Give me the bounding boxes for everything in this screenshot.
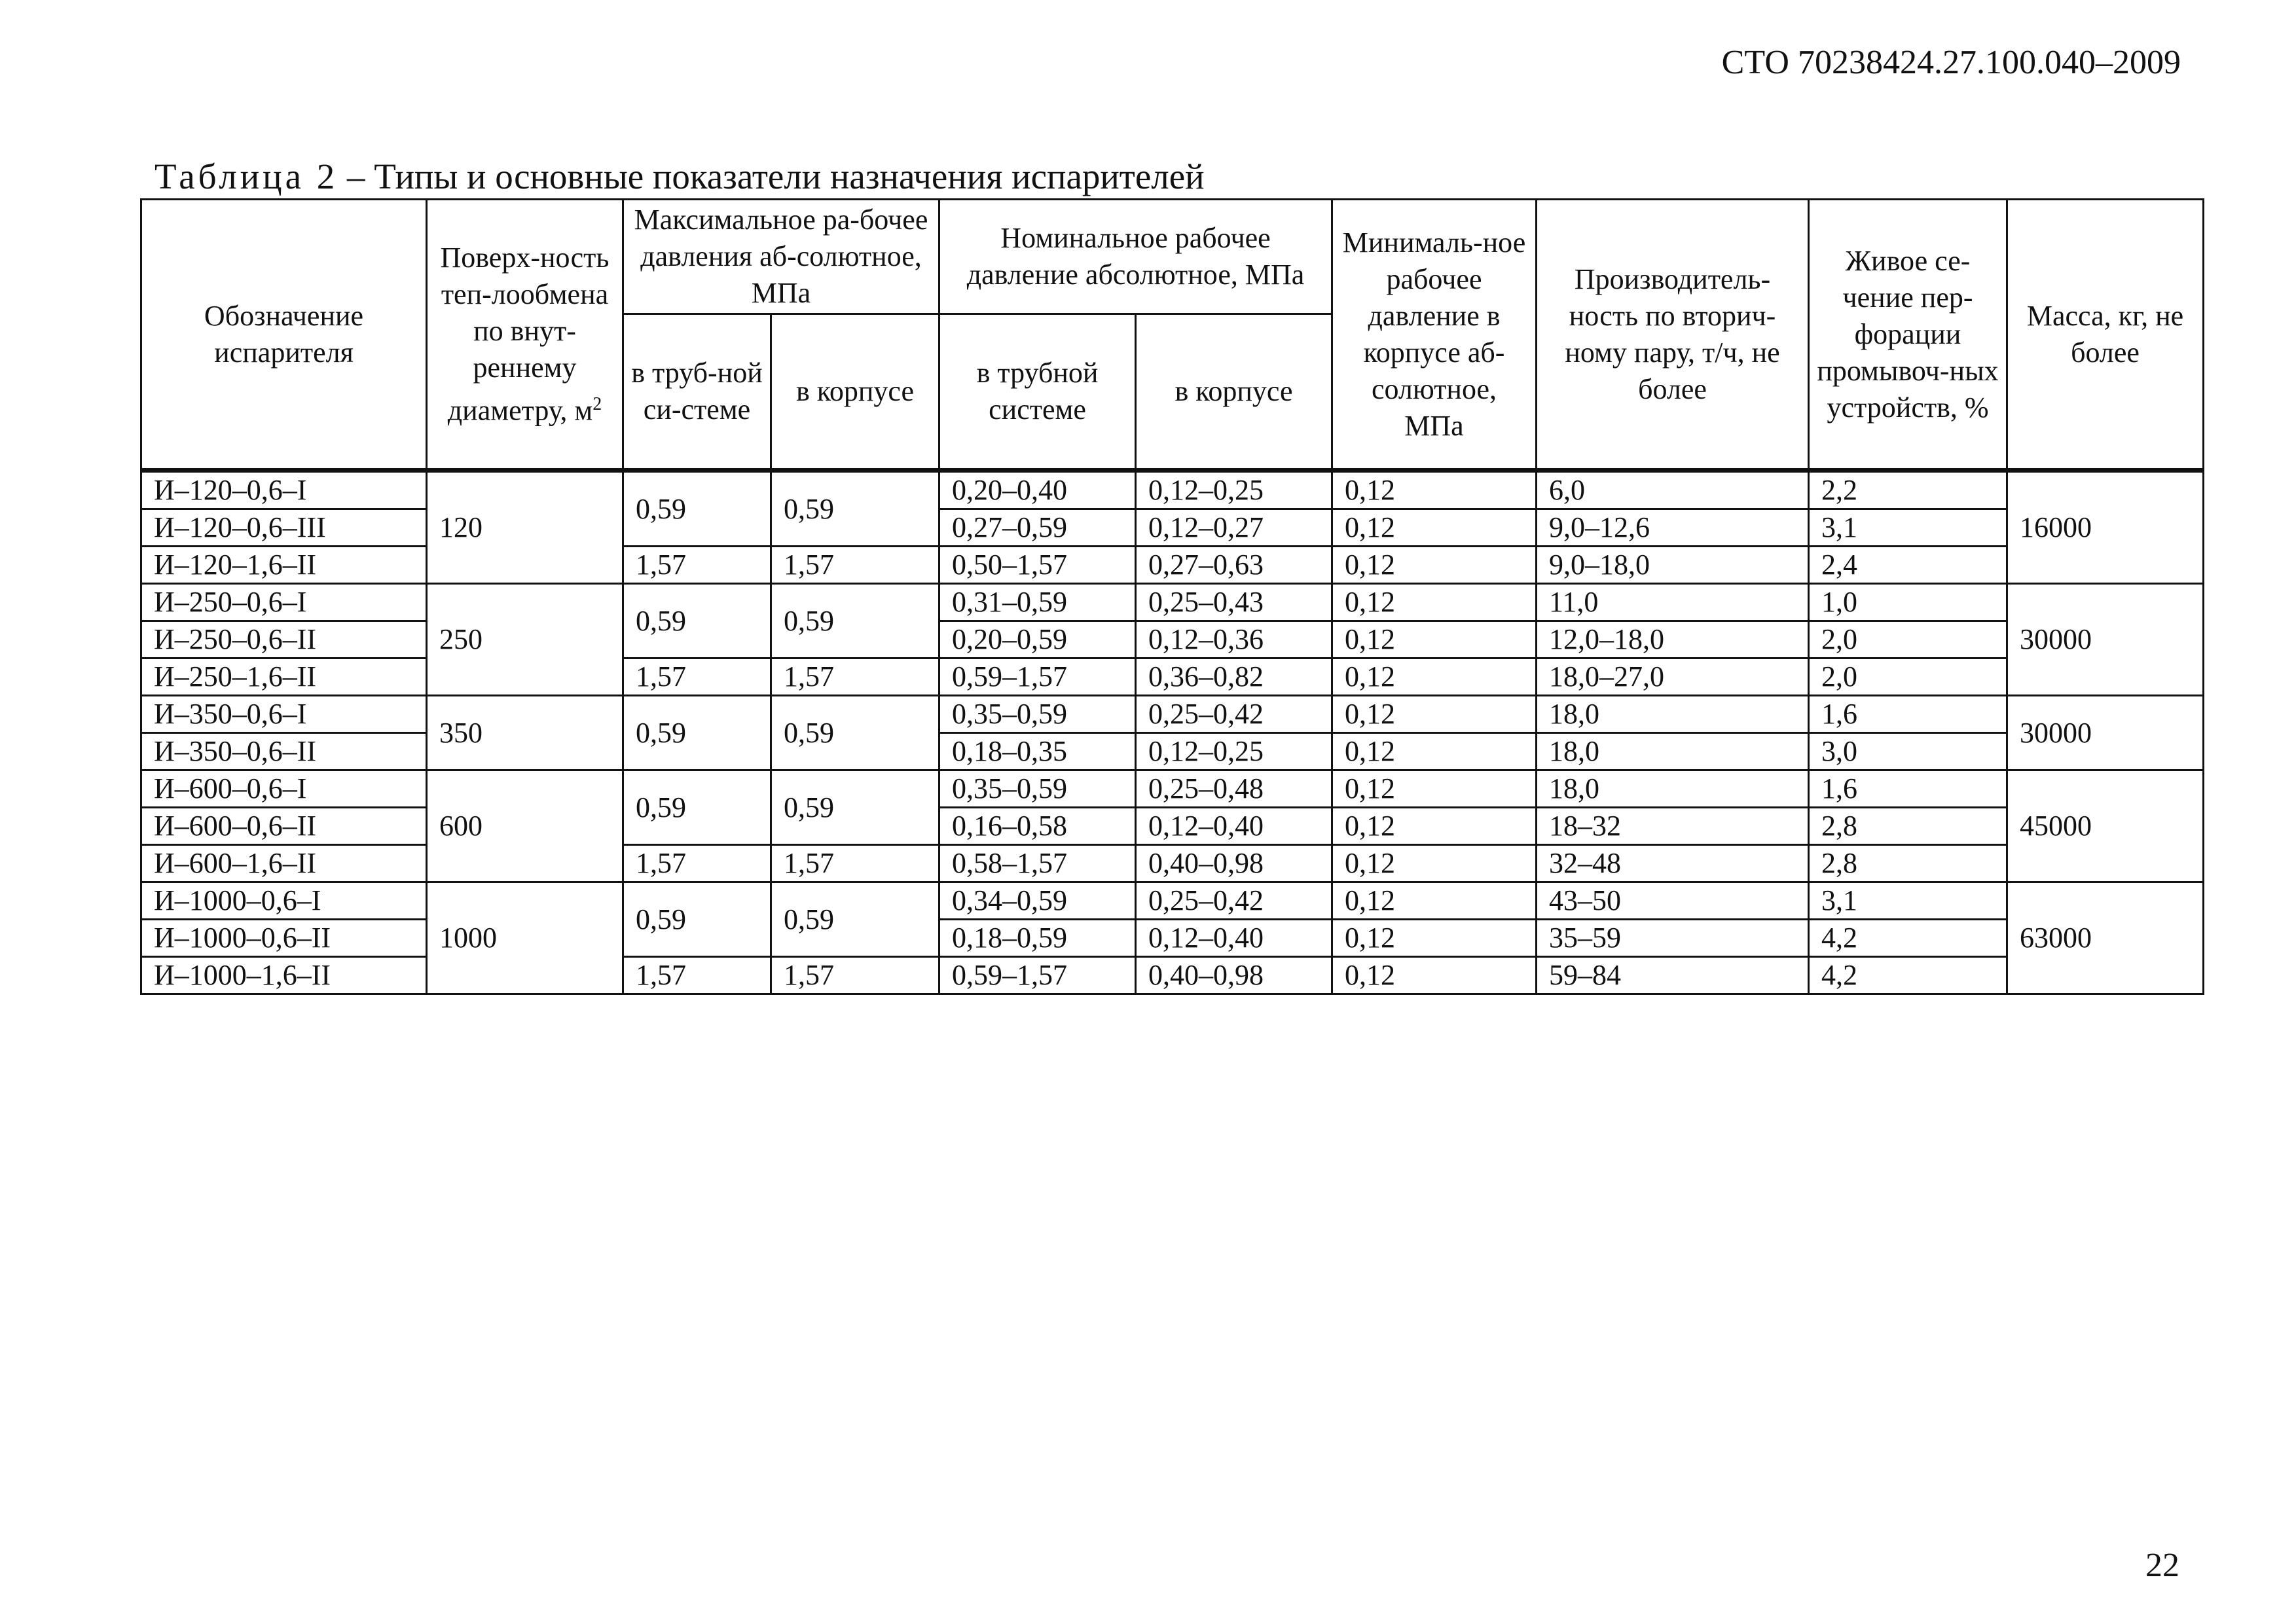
table-caption bbox=[155, 156, 1205, 197]
header-nominal-pressure: Номинальное рабочее давление абсолютное, МПа bbox=[939, 200, 1332, 314]
header-surface-sup: 2 bbox=[592, 393, 602, 414]
nominal-tube-cell: 0,58–1,57 bbox=[939, 845, 1136, 882]
perforation-cell: 2,8 bbox=[1809, 808, 2007, 845]
header-surface bbox=[427, 200, 623, 471]
mass-cell: 45000 bbox=[2007, 770, 2204, 882]
surface-cell: 250 bbox=[427, 584, 623, 696]
max-shell-cell: 0,59 bbox=[771, 471, 939, 547]
caption-dash: – bbox=[338, 156, 374, 196]
min-pressure-cell: 0,12 bbox=[1332, 920, 1537, 957]
designation-cell: И–250–1,6–II bbox=[141, 659, 427, 696]
perforation-cell: 2,0 bbox=[1809, 659, 2007, 696]
table-row bbox=[141, 696, 2204, 733]
header-max-tube: в труб-ной си-стеме bbox=[623, 314, 771, 471]
capacity-cell: 43–50 bbox=[1537, 882, 1809, 920]
header-max-pressure: Максимальное ра-бочее давления аб-солютное, МПа bbox=[623, 200, 939, 314]
min-pressure-cell: 0,12 bbox=[1332, 547, 1537, 584]
nominal-tube-cell: 0,35–0,59 bbox=[939, 696, 1136, 733]
nominal-tube-cell: 0,27–0,59 bbox=[939, 509, 1136, 547]
nominal-tube-cell: 0,20–0,40 bbox=[939, 471, 1136, 509]
capacity-cell: 18,0 bbox=[1537, 696, 1809, 733]
nominal-tube-cell: 0,59–1,57 bbox=[939, 957, 1136, 994]
min-pressure-cell: 0,12 bbox=[1332, 509, 1537, 547]
evaporator-table bbox=[140, 198, 2204, 995]
max-tube-cell: 0,59 bbox=[623, 696, 771, 770]
min-pressure-cell: 0,12 bbox=[1332, 696, 1537, 733]
min-pressure-cell: 0,12 bbox=[1332, 882, 1537, 920]
nominal-shell-cell: 0,25–0,43 bbox=[1136, 584, 1332, 621]
designation-cell: И–600–1,6–II bbox=[141, 845, 427, 882]
nominal-shell-cell: 0,12–0,36 bbox=[1136, 621, 1332, 659]
perforation-cell: 4,2 bbox=[1809, 920, 2007, 957]
capacity-cell: 12,0–18,0 bbox=[1537, 621, 1809, 659]
designation-cell: И–1000–0,6–II bbox=[141, 920, 427, 957]
max-shell-cell: 0,59 bbox=[771, 770, 939, 845]
capacity-cell: 59–84 bbox=[1537, 957, 1809, 994]
nominal-tube-cell: 0,50–1,57 bbox=[939, 547, 1136, 584]
capacity-cell: 18,0 bbox=[1537, 770, 1809, 808]
perforation-cell: 2,4 bbox=[1809, 547, 2007, 584]
mass-cell: 16000 bbox=[2007, 471, 2204, 584]
nominal-shell-cell: 0,12–0,25 bbox=[1136, 471, 1332, 509]
header-min-pressure: Минималь-ное рабочее давление в корпусе аб-солютное, МПа bbox=[1332, 200, 1537, 471]
nominal-tube-cell: 0,59–1,57 bbox=[939, 659, 1136, 696]
table-row bbox=[141, 770, 2204, 808]
min-pressure-cell: 0,12 bbox=[1332, 733, 1537, 770]
designation-cell: И–350–0,6–II bbox=[141, 733, 427, 770]
table-row bbox=[141, 471, 2204, 509]
mass-cell: 30000 bbox=[2007, 696, 2204, 770]
max-tube-cell: 0,59 bbox=[623, 584, 771, 659]
designation-cell: И–600–0,6–II bbox=[141, 808, 427, 845]
nominal-shell-cell: 0,25–0,48 bbox=[1136, 770, 1332, 808]
designation-cell: И–600–0,6–I bbox=[141, 770, 427, 808]
capacity-cell: 9,0–18,0 bbox=[1537, 547, 1809, 584]
min-pressure-cell: 0,12 bbox=[1332, 770, 1537, 808]
table-row bbox=[141, 584, 2204, 621]
nominal-shell-cell: 0,36–0,82 bbox=[1136, 659, 1332, 696]
max-shell-cell: 1,57 bbox=[771, 547, 939, 584]
perforation-cell: 1,6 bbox=[1809, 696, 2007, 733]
capacity-cell: 11,0 bbox=[1537, 584, 1809, 621]
max-tube-cell: 0,59 bbox=[623, 882, 771, 957]
document-code: СТО 70238424.27.100.040–2009 bbox=[1721, 44, 2181, 81]
capacity-cell: 35–59 bbox=[1537, 920, 1809, 957]
perforation-cell: 2,0 bbox=[1809, 621, 2007, 659]
nominal-tube-cell: 0,31–0,59 bbox=[939, 584, 1136, 621]
header-surface-text: Поверх-ность теп-лообмена по внут-реннему диаметру, м bbox=[440, 241, 610, 427]
capacity-cell: 6,0 bbox=[1537, 471, 1809, 509]
perforation-cell: 2,8 bbox=[1809, 845, 2007, 882]
nominal-tube-cell: 0,20–0,59 bbox=[939, 621, 1136, 659]
nominal-tube-cell: 0,18–0,35 bbox=[939, 733, 1136, 770]
perforation-cell: 4,2 bbox=[1809, 957, 2007, 994]
designation-cell: И–120–1,6–II bbox=[141, 547, 427, 584]
nominal-shell-cell: 0,27–0,63 bbox=[1136, 547, 1332, 584]
header-nominal-tube: в трубной системе bbox=[939, 314, 1136, 471]
max-tube-cell: 0,59 bbox=[623, 770, 771, 845]
capacity-cell: 32–48 bbox=[1537, 845, 1809, 882]
min-pressure-cell: 0,12 bbox=[1332, 584, 1537, 621]
designation-cell: И–120–0,6–III bbox=[141, 509, 427, 547]
max-shell-cell: 0,59 bbox=[771, 584, 939, 659]
nominal-tube-cell: 0,34–0,59 bbox=[939, 882, 1136, 920]
capacity-cell: 18,0–27,0 bbox=[1537, 659, 1809, 696]
perforation-cell: 2,2 bbox=[1809, 471, 2007, 509]
designation-cell: И–1000–1,6–II bbox=[141, 957, 427, 994]
max-shell-cell: 0,59 bbox=[771, 696, 939, 770]
nominal-tube-cell: 0,35–0,59 bbox=[939, 770, 1136, 808]
min-pressure-cell: 0,12 bbox=[1332, 957, 1537, 994]
max-shell-cell: 1,57 bbox=[771, 659, 939, 696]
header-perforation: Живое се-чение пер-форации промывоч-ных устройств, % bbox=[1809, 200, 2007, 471]
designation-cell: И–1000–0,6–I bbox=[141, 882, 427, 920]
min-pressure-cell: 0,12 bbox=[1332, 659, 1537, 696]
header-nominal-shell: в корпусе bbox=[1136, 314, 1332, 471]
surface-cell: 350 bbox=[427, 696, 623, 770]
max-shell-cell: 1,57 bbox=[771, 957, 939, 994]
max-shell-cell: 0,59 bbox=[771, 882, 939, 957]
max-tube-cell: 1,57 bbox=[623, 659, 771, 696]
nominal-shell-cell: 0,40–0,98 bbox=[1136, 845, 1332, 882]
header-capacity: Производитель-ность по вторич-ному пару, т/ч, не более bbox=[1537, 200, 1809, 471]
surface-cell: 1000 bbox=[427, 882, 623, 994]
header-max-shell: в корпусе bbox=[771, 314, 939, 471]
nominal-shell-cell: 0,12–0,40 bbox=[1136, 920, 1332, 957]
max-tube-cell: 1,57 bbox=[623, 547, 771, 584]
perforation-cell: 3,0 bbox=[1809, 733, 2007, 770]
nominal-shell-cell: 0,12–0,40 bbox=[1136, 808, 1332, 845]
nominal-shell-cell: 0,40–0,98 bbox=[1136, 957, 1332, 994]
table-body bbox=[141, 471, 2204, 994]
designation-cell: И–250–0,6–II bbox=[141, 621, 427, 659]
perforation-cell: 1,0 bbox=[1809, 584, 2007, 621]
max-shell-cell: 1,57 bbox=[771, 845, 939, 882]
nominal-tube-cell: 0,16–0,58 bbox=[939, 808, 1136, 845]
nominal-shell-cell: 0,12–0,27 bbox=[1136, 509, 1332, 547]
min-pressure-cell: 0,12 bbox=[1332, 621, 1537, 659]
designation-cell: И–350–0,6–I bbox=[141, 696, 427, 733]
nominal-shell-cell: 0,25–0,42 bbox=[1136, 882, 1332, 920]
capacity-cell: 18–32 bbox=[1537, 808, 1809, 845]
header-designation: Обозначение испарителя bbox=[141, 200, 427, 471]
caption-text: Типы и основные показатели назначения испарителей bbox=[374, 156, 1205, 196]
nominal-shell-cell: 0,25–0,42 bbox=[1136, 696, 1332, 733]
designation-cell: И–250–0,6–I bbox=[141, 584, 427, 621]
max-tube-cell: 1,57 bbox=[623, 957, 771, 994]
nominal-shell-cell: 0,12–0,25 bbox=[1136, 733, 1332, 770]
surface-cell: 120 bbox=[427, 471, 623, 584]
max-tube-cell: 1,57 bbox=[623, 845, 771, 882]
designation-cell: И–120–0,6–I bbox=[141, 471, 427, 509]
header-mass: Масса, кг, не более bbox=[2007, 200, 2204, 471]
page-number: 22 bbox=[2145, 1547, 2179, 1584]
nominal-tube-cell: 0,18–0,59 bbox=[939, 920, 1136, 957]
mass-cell: 63000 bbox=[2007, 882, 2204, 994]
perforation-cell: 1,6 bbox=[1809, 770, 2007, 808]
table-row bbox=[141, 882, 2204, 920]
min-pressure-cell: 0,12 bbox=[1332, 808, 1537, 845]
perforation-cell: 3,1 bbox=[1809, 882, 2007, 920]
perforation-cell: 3,1 bbox=[1809, 509, 2007, 547]
capacity-cell: 18,0 bbox=[1537, 733, 1809, 770]
capacity-cell: 9,0–12,6 bbox=[1537, 509, 1809, 547]
max-tube-cell: 0,59 bbox=[623, 471, 771, 547]
min-pressure-cell: 0,12 bbox=[1332, 471, 1537, 509]
min-pressure-cell: 0,12 bbox=[1332, 845, 1537, 882]
surface-cell: 600 bbox=[427, 770, 623, 882]
mass-cell: 30000 bbox=[2007, 584, 2204, 696]
caption-label: Таблица 2 bbox=[155, 156, 338, 196]
